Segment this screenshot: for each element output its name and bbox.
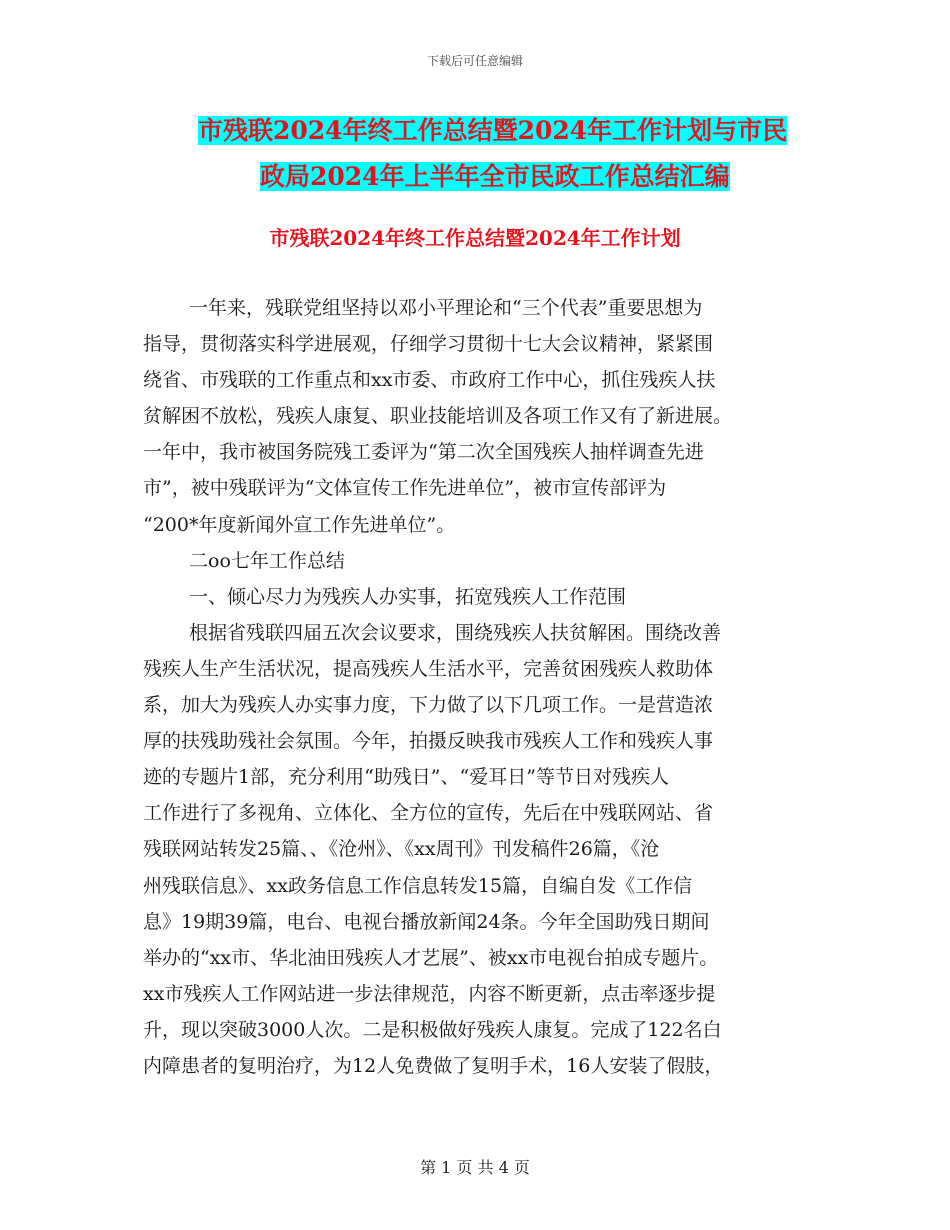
body-line: 市”，被中残联评为“文体宣传工作先进单位”，被市宣传部评为 bbox=[143, 477, 667, 500]
section-title: 市残联2024年终工作总结暨2024年工作计划 bbox=[269, 226, 681, 250]
body-line: 工作进行了多视角、立体化、全方位的宣传，先后在中残联网站、省 bbox=[143, 802, 714, 825]
body-line: 系，加大为残疾人办实事力度，下力做了以下几项工作。一是营造浓 bbox=[143, 694, 714, 717]
body-line: 内障患者的复明治疗，为12人免费做了复明手术，16人安装了假肢， bbox=[143, 1054, 724, 1077]
body-line: 州残联信息》、xx政务信息工作信息转发15篇，自编自发《工作信 bbox=[143, 874, 693, 897]
document-title bbox=[140, 108, 840, 200]
page-header-note: 下载后可任意编辑 bbox=[426, 54, 523, 68]
document-title-line-1-text: 市残联2024年终工作总结暨2024年工作计划与市民 bbox=[198, 116, 788, 145]
body-line: 一年来，残联党组坚持以邓小平理论和“三个代表”重要思想为 bbox=[189, 297, 703, 319]
body-line: 厚的扶残助残社会氛围。今年，拍摄反映我市残疾人工作和残疾人事 bbox=[143, 730, 714, 753]
body-line: 一年中，我市被国务院残工委评为“第二次全国残疾人抽样调查先进 bbox=[143, 441, 704, 464]
body-line: “200*年度新闻外宣工作先进单位”。 bbox=[143, 513, 456, 536]
document-title-line-2-text: 政局2024年上半年全市民政工作总结汇编 bbox=[260, 162, 730, 191]
body-line: 根据省残联四届五次会议要求，围绕残疾人扶贫解困。围绕改善 bbox=[189, 621, 722, 644]
body-line: 息》19期39篇，电台、电视台播放新闻24条。今年全国助残日期间 bbox=[143, 910, 710, 933]
body-line: 指导，贯彻落实科学进展观，仔细学习贯彻十七大会议精神，紧紧围 bbox=[143, 333, 714, 356]
body-line: 二oo七年工作总结 bbox=[189, 549, 345, 572]
body-line: xx市残疾人工作网站进一步法律规范，内容不断更新，点击率逐步提 bbox=[143, 982, 716, 1005]
body-line: 举办的“xx市、华北油田残疾人才艺展”、被xx市电视台拍成专题片。 bbox=[143, 946, 719, 969]
body-line: 升，现以突破3000人次。二是积极做好残疾人康复。完成了122名白 bbox=[143, 1018, 722, 1041]
body-line: 残联网站转发25篇、、《沧州》、《xx周刊》刊发稿件26篇，《沧 bbox=[143, 838, 660, 861]
document-title-line-2 bbox=[140, 154, 840, 200]
body-line: 贫解困不放松，残疾人康复、职业技能培训及各项工作又有了新进展。 bbox=[143, 405, 733, 428]
body-line: 绕省、市残联的工作重点和xx市委、市政府工作中心，抓住残疾人扶 bbox=[143, 369, 716, 392]
page-number: 第 1 页 共 4 页 bbox=[420, 1158, 530, 1177]
document-title-line-1 bbox=[140, 108, 840, 154]
body-line: 一、倾心尽力为残疾人办实事，拓宽残疾人工作范围 bbox=[189, 585, 627, 608]
body-text bbox=[143, 290, 833, 1084]
body-line: 迹的专题片1部，充分利用“助残日”、“爱耳日”等节日对残疾人 bbox=[143, 766, 669, 789]
body-line: 残疾人生产生活状况，提高残疾人生活水平，完善贫困残疾人救助体 bbox=[143, 657, 714, 680]
